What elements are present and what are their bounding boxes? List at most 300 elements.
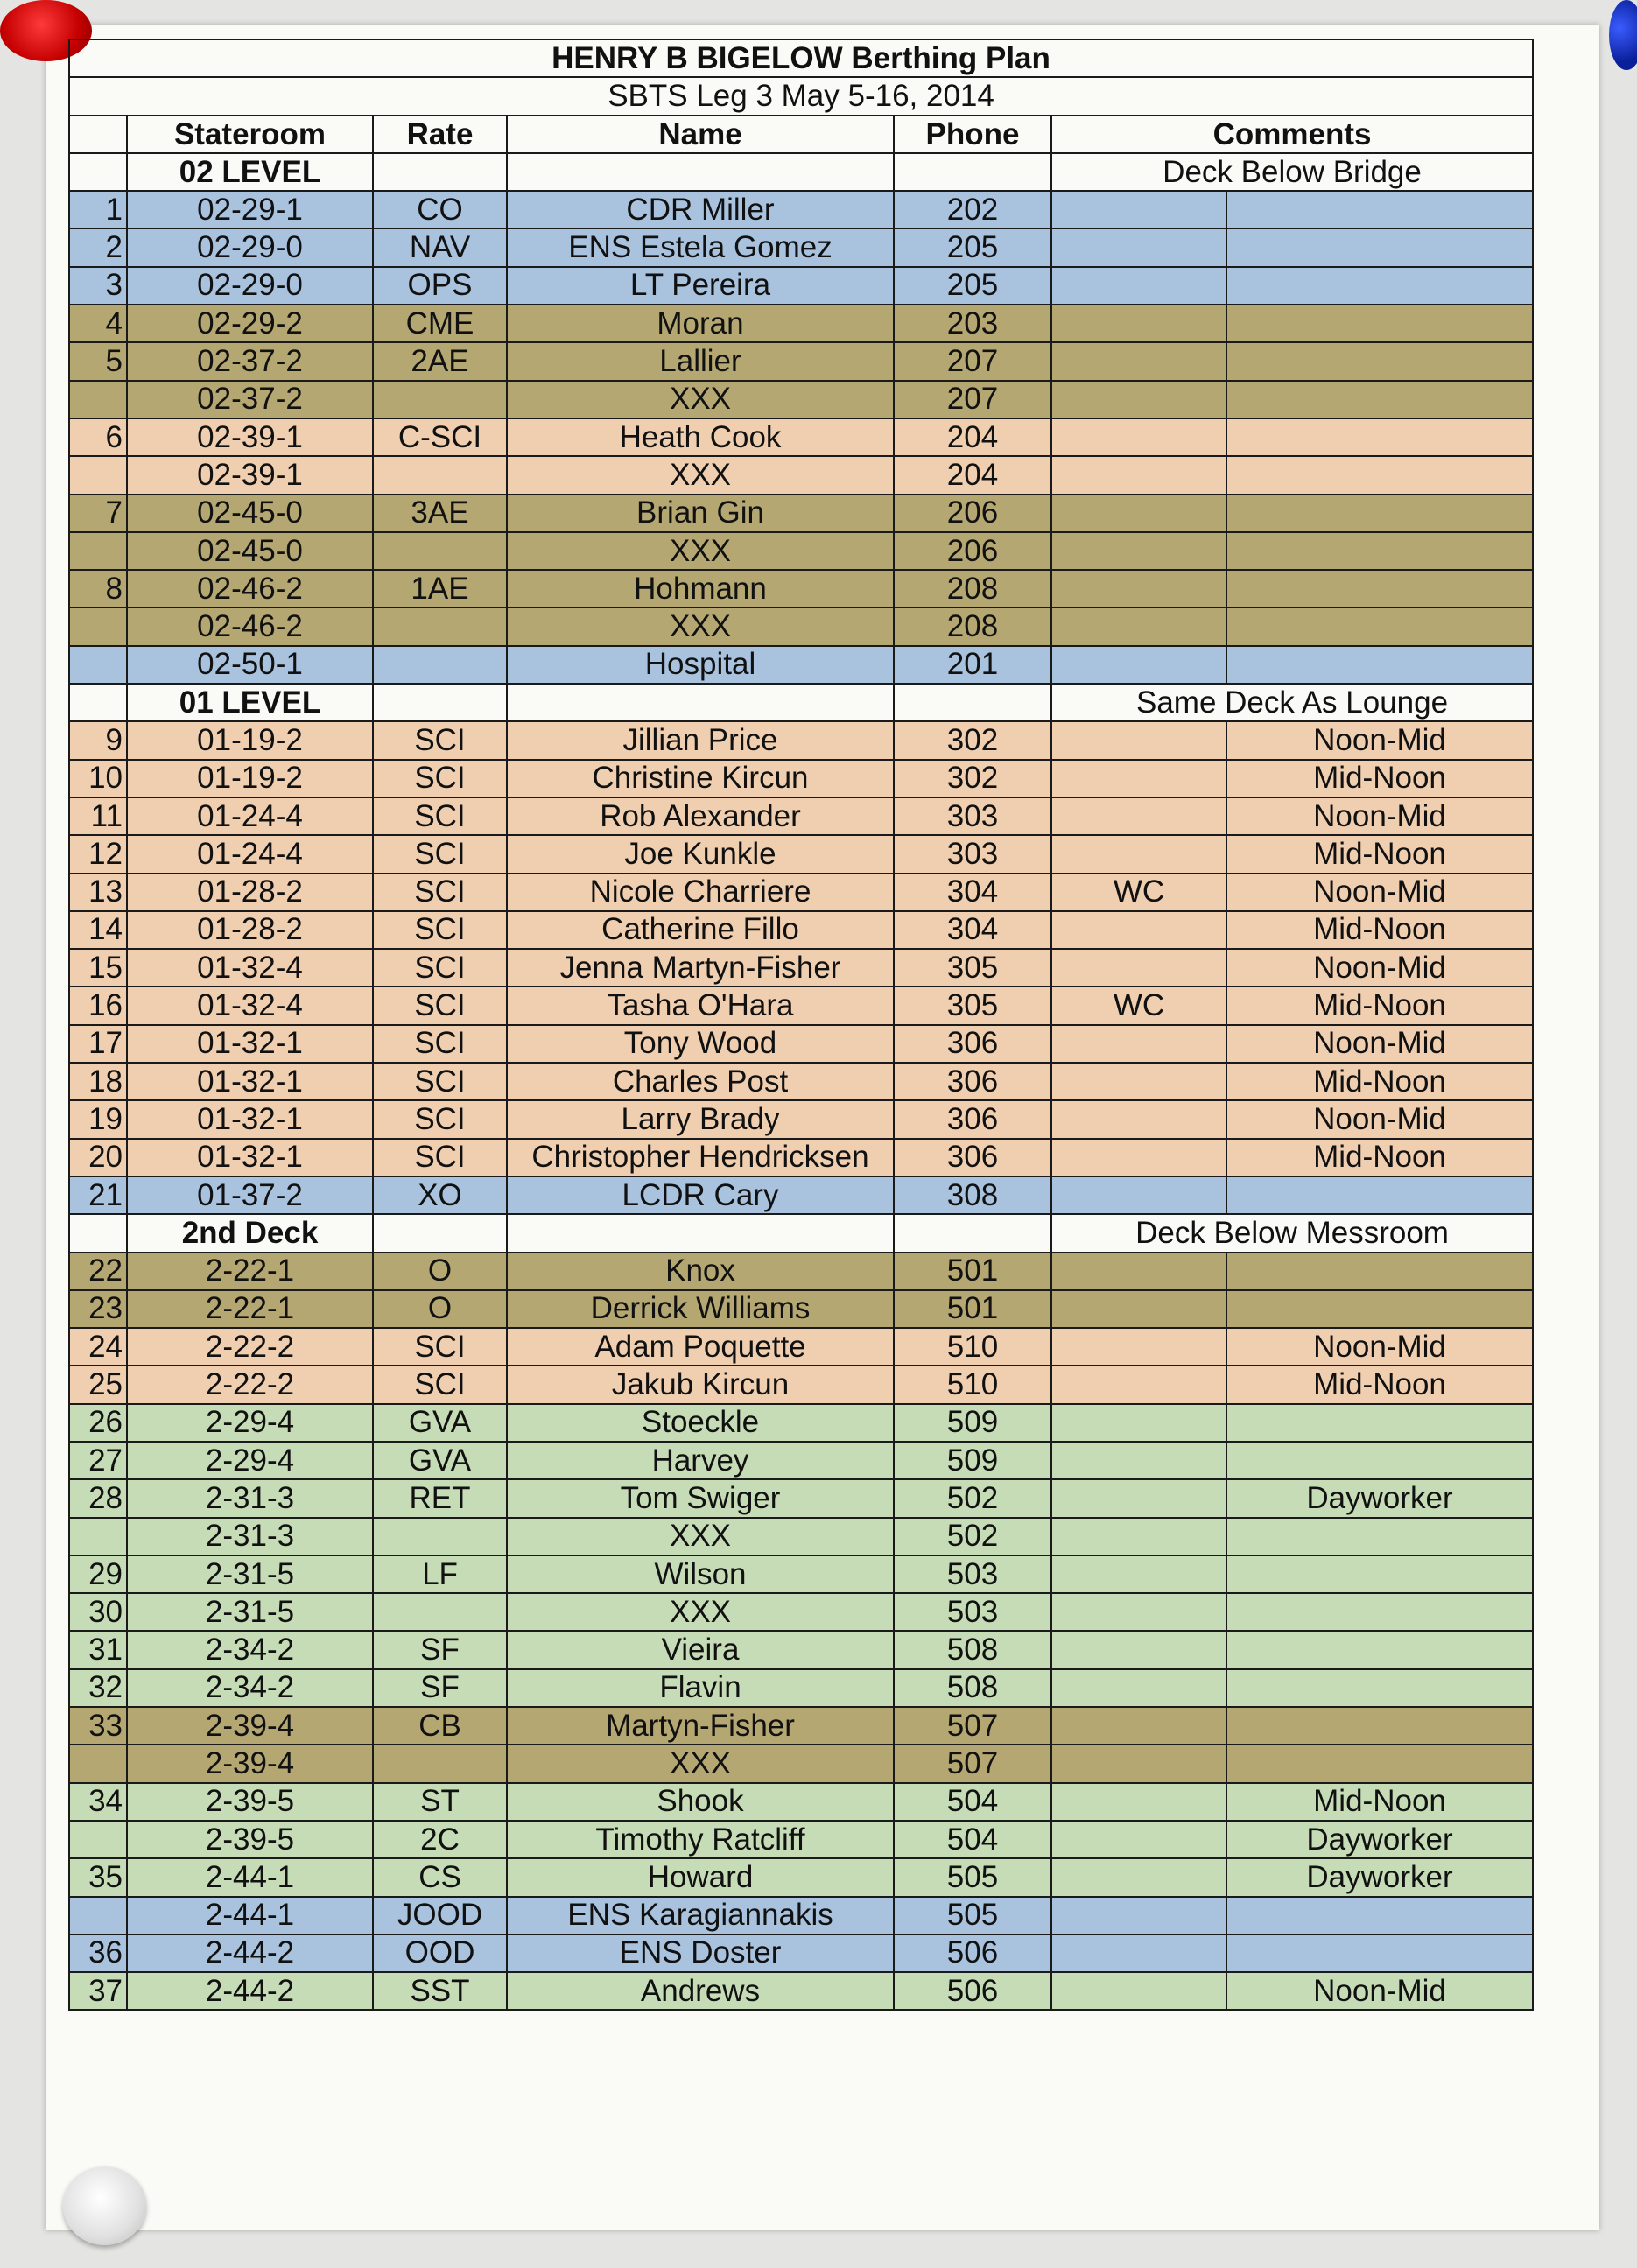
rate-cell [373, 1745, 507, 1782]
phone-cell: 206 [894, 495, 1051, 532]
comment-cell-2: Dayworker [1226, 1479, 1533, 1517]
rate-cell: CME [373, 305, 507, 342]
stateroom-cell: 02-39-1 [127, 418, 373, 456]
table-row [69, 1366, 1533, 1403]
comment-cell-2 [1226, 1934, 1533, 1972]
comment-cell-1 [1051, 1745, 1226, 1782]
comment-cell-1 [1051, 1100, 1226, 1138]
comment-cell-2: Mid-Noon [1226, 987, 1533, 1024]
name-cell: ENS Doster [507, 1934, 894, 1972]
stateroom-cell: 02-37-2 [127, 342, 373, 380]
phone-cell: 306 [894, 1100, 1051, 1138]
comment-cell-2 [1226, 1745, 1533, 1782]
header-comments: Comments [1051, 116, 1533, 153]
rate-cell: LF [373, 1555, 507, 1593]
phone-cell: 303 [894, 797, 1051, 835]
phone-cell: 509 [894, 1442, 1051, 1479]
stateroom-cell: 01-32-1 [127, 1025, 373, 1063]
comment-cell-1 [1051, 1555, 1226, 1593]
phone-cell: 205 [894, 267, 1051, 305]
table-row [69, 835, 1533, 873]
name-cell: Joe Kunkle [507, 835, 894, 873]
stateroom-cell: 2-39-4 [127, 1745, 373, 1782]
comment-cell-1 [1051, 835, 1226, 873]
phone-cell: 505 [894, 1858, 1051, 1896]
comment-cell-2 [1226, 532, 1533, 570]
name-cell: Hospital [507, 646, 894, 684]
phone-cell: 506 [894, 1934, 1051, 1972]
comment-cell-1 [1051, 1253, 1226, 1290]
blue-pushpin-icon [1609, 0, 1637, 70]
phone-cell: 502 [894, 1518, 1051, 1555]
rate-cell [373, 1593, 507, 1631]
stateroom-cell: 2-44-2 [127, 1972, 373, 2010]
phone-cell: 207 [894, 381, 1051, 418]
name-cell: Flavin [507, 1669, 894, 1707]
comment-cell-2 [1226, 228, 1533, 266]
header-name: Name [507, 116, 894, 153]
row-number [69, 456, 127, 494]
header-stateroom: Stateroom [127, 116, 373, 153]
phone-cell: 302 [894, 760, 1051, 797]
stateroom-cell: 01-19-2 [127, 760, 373, 797]
comment-cell-1 [1051, 1290, 1226, 1328]
row-number: 5 [69, 342, 127, 380]
name-cell: Tom Swiger [507, 1479, 894, 1517]
rate-cell: SCI [373, 1100, 507, 1138]
comment-cell-2: Mid-Noon [1226, 760, 1533, 797]
name-cell: Stoeckle [507, 1404, 894, 1442]
rate-cell [373, 532, 507, 570]
berthing-plan-table [68, 39, 1534, 2011]
level-label: 02 LEVEL [127, 153, 373, 191]
comment-cell-2 [1226, 456, 1533, 494]
table-row [69, 1479, 1533, 1517]
name-cell: Brian Gin [507, 495, 894, 532]
comment-cell-2: Mid-Noon [1226, 835, 1533, 873]
comment-cell-2 [1226, 381, 1533, 418]
row-number: 36 [69, 1934, 127, 1972]
level-row [69, 153, 1533, 191]
comment-cell-1 [1051, 228, 1226, 266]
phone-cell: 308 [894, 1176, 1051, 1214]
stateroom-cell: 2-31-5 [127, 1593, 373, 1631]
name-cell: Rob Alexander [507, 797, 894, 835]
subtitle-row [69, 77, 1533, 115]
table-row [69, 1631, 1533, 1668]
rate-cell: SF [373, 1669, 507, 1707]
header-index [69, 116, 127, 153]
table-row [69, 760, 1533, 797]
stateroom-cell: 2-34-2 [127, 1631, 373, 1668]
table-row [69, 1176, 1533, 1214]
name-cell: LCDR Cary [507, 1176, 894, 1214]
comment-cell-2 [1226, 1631, 1533, 1668]
row-number: 9 [69, 721, 127, 759]
name-cell: Christopher Hendricksen [507, 1139, 894, 1176]
title-row [69, 39, 1533, 77]
comment-cell-1 [1051, 1479, 1226, 1517]
table-row [69, 607, 1533, 645]
level-note: Deck Below Messroom [1051, 1214, 1533, 1252]
level-rate [373, 1214, 507, 1252]
level-index [69, 684, 127, 721]
comment-cell-2: Mid-Noon [1226, 1063, 1533, 1100]
row-number: 14 [69, 911, 127, 949]
table-row [69, 874, 1533, 911]
table-row [69, 1253, 1533, 1290]
rate-cell: SCI [373, 949, 507, 987]
table-row [69, 1934, 1533, 1972]
phone-cell: 501 [894, 1253, 1051, 1290]
comment-cell-2 [1226, 1897, 1533, 1934]
phone-cell: 509 [894, 1404, 1051, 1442]
white-pushpin-icon [63, 2166, 146, 2245]
stateroom-cell: 2-29-4 [127, 1404, 373, 1442]
row-number: 17 [69, 1025, 127, 1063]
stateroom-cell: 02-29-0 [127, 267, 373, 305]
name-cell: Lallier [507, 342, 894, 380]
row-number: 23 [69, 1290, 127, 1328]
table-row [69, 1858, 1533, 1896]
comment-cell-1 [1051, 721, 1226, 759]
stateroom-cell: 01-28-2 [127, 911, 373, 949]
stateroom-cell: 02-50-1 [127, 646, 373, 684]
rate-cell: C-SCI [373, 418, 507, 456]
name-cell: Howard [507, 1858, 894, 1896]
level-row [69, 684, 1533, 721]
phone-cell: 507 [894, 1745, 1051, 1782]
stateroom-cell: 02-37-2 [127, 381, 373, 418]
row-number: 18 [69, 1063, 127, 1100]
rate-cell: 2C [373, 1821, 507, 1858]
comment-cell-1 [1051, 1631, 1226, 1668]
table-row [69, 418, 1533, 456]
rate-cell: SCI [373, 760, 507, 797]
row-number [69, 1821, 127, 1858]
name-cell: Knox [507, 1253, 894, 1290]
comment-cell-2: Mid-Noon [1226, 1366, 1533, 1403]
row-number: 11 [69, 797, 127, 835]
comment-cell-2 [1226, 1555, 1533, 1593]
level-label: 01 LEVEL [127, 684, 373, 721]
stateroom-cell: 01-32-1 [127, 1100, 373, 1138]
phone-cell: 305 [894, 949, 1051, 987]
row-number: 35 [69, 1858, 127, 1896]
table-row [69, 1025, 1533, 1063]
table-row [69, 721, 1533, 759]
row-number: 12 [69, 835, 127, 873]
stateroom-cell: 02-29-1 [127, 191, 373, 228]
phone-cell: 306 [894, 1025, 1051, 1063]
phone-cell: 208 [894, 607, 1051, 645]
comment-cell-2 [1226, 191, 1533, 228]
table-row [69, 1669, 1533, 1707]
table-row [69, 1821, 1533, 1858]
table-row [69, 911, 1533, 949]
stateroom-cell: 2-39-5 [127, 1783, 373, 1821]
comment-cell-1 [1051, 1669, 1226, 1707]
row-number: 34 [69, 1783, 127, 1821]
name-cell: Nicole Charriere [507, 874, 894, 911]
comment-cell-2: Noon-Mid [1226, 1328, 1533, 1366]
stateroom-cell: 02-46-2 [127, 607, 373, 645]
rate-cell [373, 607, 507, 645]
rate-cell: SST [373, 1972, 507, 2010]
phone-cell: 304 [894, 874, 1051, 911]
level-index [69, 1214, 127, 1252]
comment-cell-2 [1226, 1290, 1533, 1328]
stateroom-cell: 2-31-5 [127, 1555, 373, 1593]
name-cell: Heath Cook [507, 418, 894, 456]
table-row [69, 1745, 1533, 1782]
name-cell: Wilson [507, 1555, 894, 1593]
phone-cell: 510 [894, 1366, 1051, 1403]
rate-cell: JOOD [373, 1897, 507, 1934]
name-cell: XXX [507, 1745, 894, 1782]
comment-cell-1 [1051, 1366, 1226, 1403]
stateroom-cell: 01-24-4 [127, 835, 373, 873]
stateroom-cell: 01-19-2 [127, 721, 373, 759]
rate-cell: 1AE [373, 570, 507, 607]
name-cell: Harvey [507, 1442, 894, 1479]
name-cell: Andrews [507, 1972, 894, 2010]
stateroom-cell: 2-34-2 [127, 1669, 373, 1707]
row-number: 21 [69, 1176, 127, 1214]
phone-cell: 503 [894, 1593, 1051, 1631]
name-cell: Moran [507, 305, 894, 342]
comment-cell-1 [1051, 1972, 1226, 2010]
header-rate: Rate [373, 116, 507, 153]
plan-title: HENRY B BIGELOW Berthing Plan [69, 39, 1533, 77]
phone-cell: 207 [894, 342, 1051, 380]
table-row [69, 1290, 1533, 1328]
comment-cell-2 [1226, 267, 1533, 305]
comment-cell-1 [1051, 607, 1226, 645]
name-cell: Christine Kircun [507, 760, 894, 797]
comment-cell-2: Mid-Noon [1226, 1783, 1533, 1821]
comment-cell-2 [1226, 305, 1533, 342]
comment-cell-1 [1051, 1707, 1226, 1745]
stateroom-cell: 2-22-1 [127, 1290, 373, 1328]
name-cell: Jillian Price [507, 721, 894, 759]
phone-cell: 501 [894, 1290, 1051, 1328]
stateroom-cell: 02-29-2 [127, 305, 373, 342]
comment-cell-2: Noon-Mid [1226, 797, 1533, 835]
phone-cell: 305 [894, 987, 1051, 1024]
rate-cell: OOD [373, 1934, 507, 1972]
level-phone [894, 153, 1051, 191]
rate-cell: 3AE [373, 495, 507, 532]
table-row [69, 1783, 1533, 1821]
comment-cell-2: Noon-Mid [1226, 721, 1533, 759]
row-number [69, 646, 127, 684]
comment-cell-1 [1051, 1518, 1226, 1555]
phone-cell: 201 [894, 646, 1051, 684]
phone-cell: 508 [894, 1631, 1051, 1668]
comment-cell-2 [1226, 1404, 1533, 1442]
comment-cell-2 [1226, 607, 1533, 645]
row-number [69, 607, 127, 645]
phone-cell: 303 [894, 835, 1051, 873]
comment-cell-1 [1051, 1139, 1226, 1176]
row-number: 29 [69, 1555, 127, 1593]
comment-cell-1 [1051, 911, 1226, 949]
name-cell: XXX [507, 381, 894, 418]
row-number [69, 532, 127, 570]
name-cell: XXX [507, 456, 894, 494]
comment-cell-2: Mid-Noon [1226, 911, 1533, 949]
table-row [69, 987, 1533, 1024]
level-name [507, 684, 894, 721]
phone-cell: 505 [894, 1897, 1051, 1934]
name-cell: LT Pereira [507, 267, 894, 305]
name-cell: ENS Estela Gomez [507, 228, 894, 266]
table-row [69, 1707, 1533, 1745]
name-cell: Tony Wood [507, 1025, 894, 1063]
comment-cell-2 [1226, 1518, 1533, 1555]
rate-cell [373, 646, 507, 684]
rate-cell: SCI [373, 1025, 507, 1063]
phone-cell: 205 [894, 228, 1051, 266]
comment-cell-1 [1051, 949, 1226, 987]
level-rate [373, 684, 507, 721]
stateroom-cell: 2-22-1 [127, 1253, 373, 1290]
stateroom-cell: 01-32-4 [127, 987, 373, 1024]
comment-cell-1 [1051, 305, 1226, 342]
comment-cell-1 [1051, 1328, 1226, 1366]
stateroom-cell: 02-29-0 [127, 228, 373, 266]
stateroom-cell: 2-31-3 [127, 1479, 373, 1517]
rate-cell: SCI [373, 874, 507, 911]
comment-cell-1 [1051, 1783, 1226, 1821]
rate-cell: SCI [373, 835, 507, 873]
name-cell: Jakub Kircun [507, 1366, 894, 1403]
rate-cell: GVA [373, 1404, 507, 1442]
rate-cell: CB [373, 1707, 507, 1745]
rate-cell [373, 1518, 507, 1555]
comment-cell-2: Noon-Mid [1226, 949, 1533, 987]
rate-cell: CO [373, 191, 507, 228]
comment-cell-1 [1051, 570, 1226, 607]
row-number: 30 [69, 1593, 127, 1631]
row-number: 2 [69, 228, 127, 266]
comment-cell-1 [1051, 1821, 1226, 1858]
table-row [69, 532, 1533, 570]
name-cell: Jenna Martyn-Fisher [507, 949, 894, 987]
comment-cell-2: Mid-Noon [1226, 1139, 1533, 1176]
name-cell: Larry Brady [507, 1100, 894, 1138]
stateroom-cell: 2-44-2 [127, 1934, 373, 1972]
row-number: 6 [69, 418, 127, 456]
phone-cell: 302 [894, 721, 1051, 759]
phone-cell: 507 [894, 1707, 1051, 1745]
phone-cell: 204 [894, 456, 1051, 494]
phone-cell: 304 [894, 911, 1051, 949]
table-row [69, 191, 1533, 228]
stateroom-cell: 01-24-4 [127, 797, 373, 835]
table-row [69, 1442, 1533, 1479]
rate-cell [373, 381, 507, 418]
comment-cell-2: Noon-Mid [1226, 874, 1533, 911]
row-number: 26 [69, 1404, 127, 1442]
row-number: 37 [69, 1972, 127, 2010]
name-cell: Shook [507, 1783, 894, 1821]
name-cell: XXX [507, 1593, 894, 1631]
stateroom-cell: 2-44-1 [127, 1858, 373, 1896]
stateroom-cell: 02-45-0 [127, 532, 373, 570]
table-row [69, 1100, 1533, 1138]
name-cell: XXX [507, 532, 894, 570]
comment-cell-2 [1226, 495, 1533, 532]
level-rate [373, 153, 507, 191]
comment-cell-1 [1051, 1934, 1226, 1972]
row-number: 7 [69, 495, 127, 532]
stateroom-cell: 02-39-1 [127, 456, 373, 494]
name-cell: CDR Miller [507, 191, 894, 228]
header-phone: Phone [894, 116, 1051, 153]
rate-cell: SCI [373, 987, 507, 1024]
comment-cell-1 [1051, 760, 1226, 797]
rate-cell: XO [373, 1176, 507, 1214]
phone-cell: 506 [894, 1972, 1051, 2010]
comment-cell-1: WC [1051, 874, 1226, 911]
comment-cell-1 [1051, 1897, 1226, 1934]
comment-cell-1 [1051, 495, 1226, 532]
level-phone [894, 1214, 1051, 1252]
row-number: 8 [69, 570, 127, 607]
stateroom-cell: 2-29-4 [127, 1442, 373, 1479]
table-row [69, 1897, 1533, 1934]
name-cell: Derrick Williams [507, 1290, 894, 1328]
level-label: 2nd Deck [127, 1214, 373, 1252]
row-number: 4 [69, 305, 127, 342]
row-number: 15 [69, 949, 127, 987]
table-row [69, 381, 1533, 418]
row-number [69, 1897, 127, 1934]
table-row [69, 495, 1533, 532]
name-cell: Martyn-Fisher [507, 1707, 894, 1745]
comment-cell-1 [1051, 267, 1226, 305]
name-cell: Vieira [507, 1631, 894, 1668]
table-row [69, 1328, 1533, 1366]
rate-cell: SCI [373, 797, 507, 835]
row-number: 24 [69, 1328, 127, 1366]
table-row [69, 267, 1533, 305]
comment-cell-2 [1226, 1593, 1533, 1631]
comment-cell-2: Dayworker [1226, 1821, 1533, 1858]
phone-cell: 203 [894, 305, 1051, 342]
stateroom-cell: 01-32-4 [127, 949, 373, 987]
level-index [69, 153, 127, 191]
row-number [69, 1518, 127, 1555]
row-number: 10 [69, 760, 127, 797]
comment-cell-2 [1226, 342, 1533, 380]
stateroom-cell: 2-31-3 [127, 1518, 373, 1555]
name-cell: Charles Post [507, 1063, 894, 1100]
comment-cell-1 [1051, 1176, 1226, 1214]
header-row [69, 116, 1533, 153]
row-number: 32 [69, 1669, 127, 1707]
rate-cell: O [373, 1290, 507, 1328]
comment-cell-2 [1226, 1253, 1533, 1290]
phone-cell: 510 [894, 1328, 1051, 1366]
phone-cell: 502 [894, 1479, 1051, 1517]
comment-cell-2: Noon-Mid [1226, 1972, 1533, 2010]
row-number [69, 1745, 127, 1782]
table-row [69, 1139, 1533, 1176]
comment-cell-1 [1051, 342, 1226, 380]
